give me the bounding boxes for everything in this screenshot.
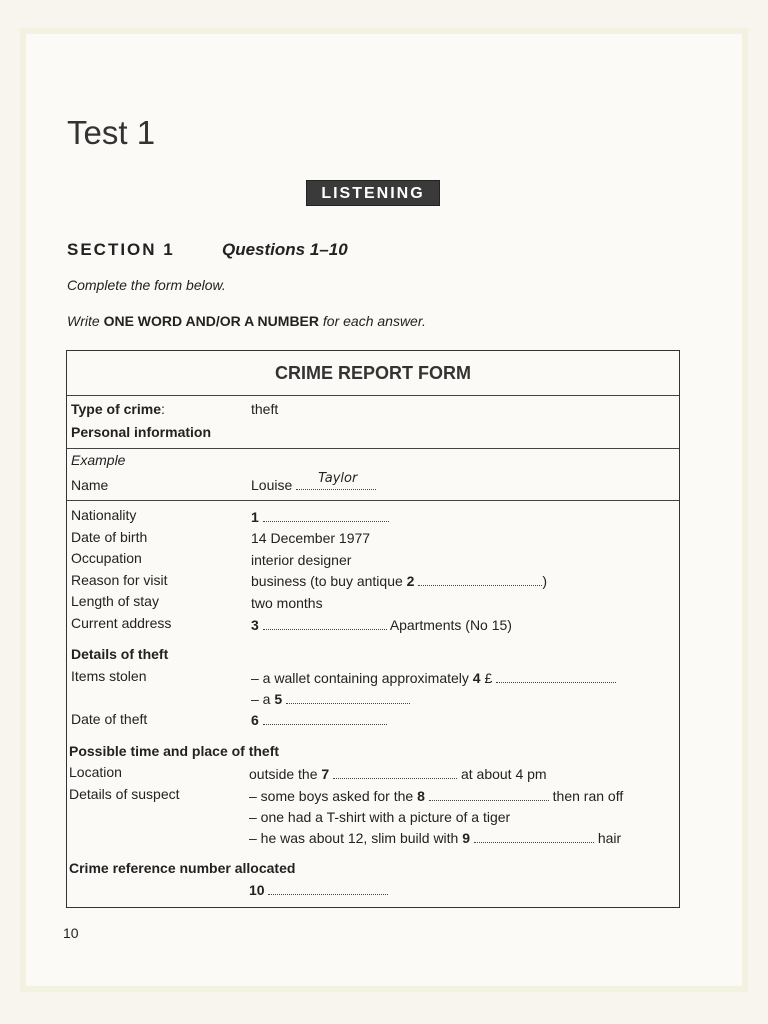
answer-line-7[interactable] bbox=[333, 778, 457, 779]
reference-heading: Crime reference number allocated bbox=[69, 860, 296, 876]
item-wallet: – a wallet containing approximately 4 £ bbox=[251, 670, 616, 686]
type-label: Type of crime: bbox=[71, 401, 165, 417]
stay-value: two months bbox=[251, 595, 323, 611]
nationality-answer: 1 bbox=[251, 509, 389, 525]
form-title: CRIME REPORT FORM bbox=[275, 363, 471, 383]
reference-answer: 10 bbox=[249, 882, 388, 898]
divider bbox=[67, 395, 679, 396]
example-answer: Taylor bbox=[318, 471, 358, 486]
dob-label: Date of birth bbox=[71, 529, 148, 545]
location-answer: outside the 7 at about 4 pm bbox=[249, 766, 547, 782]
instruction-write bbox=[67, 313, 426, 329]
instruction-emphasis: ONE WORD AND/OR A NUMBER bbox=[103, 313, 319, 329]
name-label: Name bbox=[71, 477, 109, 493]
dob-value: 14 December 1977 bbox=[251, 530, 371, 546]
reason-answer: business (to buy antique 2 ) bbox=[251, 573, 548, 589]
date-label: Date of theft bbox=[71, 711, 148, 727]
example-label: Example bbox=[71, 452, 126, 468]
address-label: Current address bbox=[71, 615, 172, 631]
personal-heading: Personal information bbox=[71, 424, 212, 440]
occupation-value: interior designer bbox=[251, 552, 352, 568]
location-label: Location bbox=[69, 764, 122, 780]
crime-report-form bbox=[66, 350, 680, 908]
suspect-label: Details of suspect bbox=[69, 786, 180, 802]
theft-heading: Details of theft bbox=[71, 646, 169, 662]
suspect-line-1: – some boys asked for the 8 then ran off bbox=[249, 788, 624, 804]
divider bbox=[67, 448, 679, 449]
answer-line-2[interactable] bbox=[418, 585, 542, 586]
answer-line-5[interactable] bbox=[286, 703, 410, 704]
instruction-complete: Complete the form below. bbox=[67, 277, 226, 293]
stay-label: Length of stay bbox=[71, 593, 159, 609]
reason-label: Reason for visit bbox=[71, 572, 168, 588]
nationality-label: Nationality bbox=[71, 507, 137, 523]
place-heading: Possible time and place of theft bbox=[69, 743, 280, 759]
answer-line-4[interactable] bbox=[496, 682, 616, 683]
date-answer: 6 bbox=[251, 712, 387, 728]
test-title: Test 1 bbox=[67, 114, 156, 151]
name-value: Louise Taylor bbox=[251, 477, 376, 493]
answer-line-1[interactable] bbox=[263, 521, 389, 522]
section-label: SECTION 1 bbox=[67, 240, 175, 259]
item-two: – a 5 bbox=[251, 691, 410, 707]
answer-line-6[interactable] bbox=[263, 724, 387, 725]
items-label: Items stolen bbox=[71, 668, 147, 684]
instruction-suffix: for each answer. bbox=[319, 313, 426, 329]
answer-line-9[interactable] bbox=[474, 842, 594, 843]
occupation-label: Occupation bbox=[71, 550, 142, 566]
page-number: 10 bbox=[63, 925, 79, 941]
section-questions: Questions 1–10 bbox=[222, 240, 348, 259]
answer-line-3[interactable] bbox=[263, 629, 387, 630]
suspect-line-2: – one had a T-shirt with a picture of a tiger bbox=[249, 809, 511, 825]
suspect-line-3: – he was about 12, slim build with 9 hair bbox=[249, 830, 622, 846]
address-answer: 3 Apartments (No 15) bbox=[251, 617, 512, 633]
listening-banner: LISTENING bbox=[306, 180, 440, 206]
type-value: theft bbox=[251, 401, 279, 417]
answer-line-8[interactable] bbox=[429, 800, 549, 801]
instruction-prefix: Write bbox=[67, 313, 104, 329]
answer-line-10[interactable] bbox=[268, 894, 388, 895]
divider bbox=[67, 500, 679, 501]
